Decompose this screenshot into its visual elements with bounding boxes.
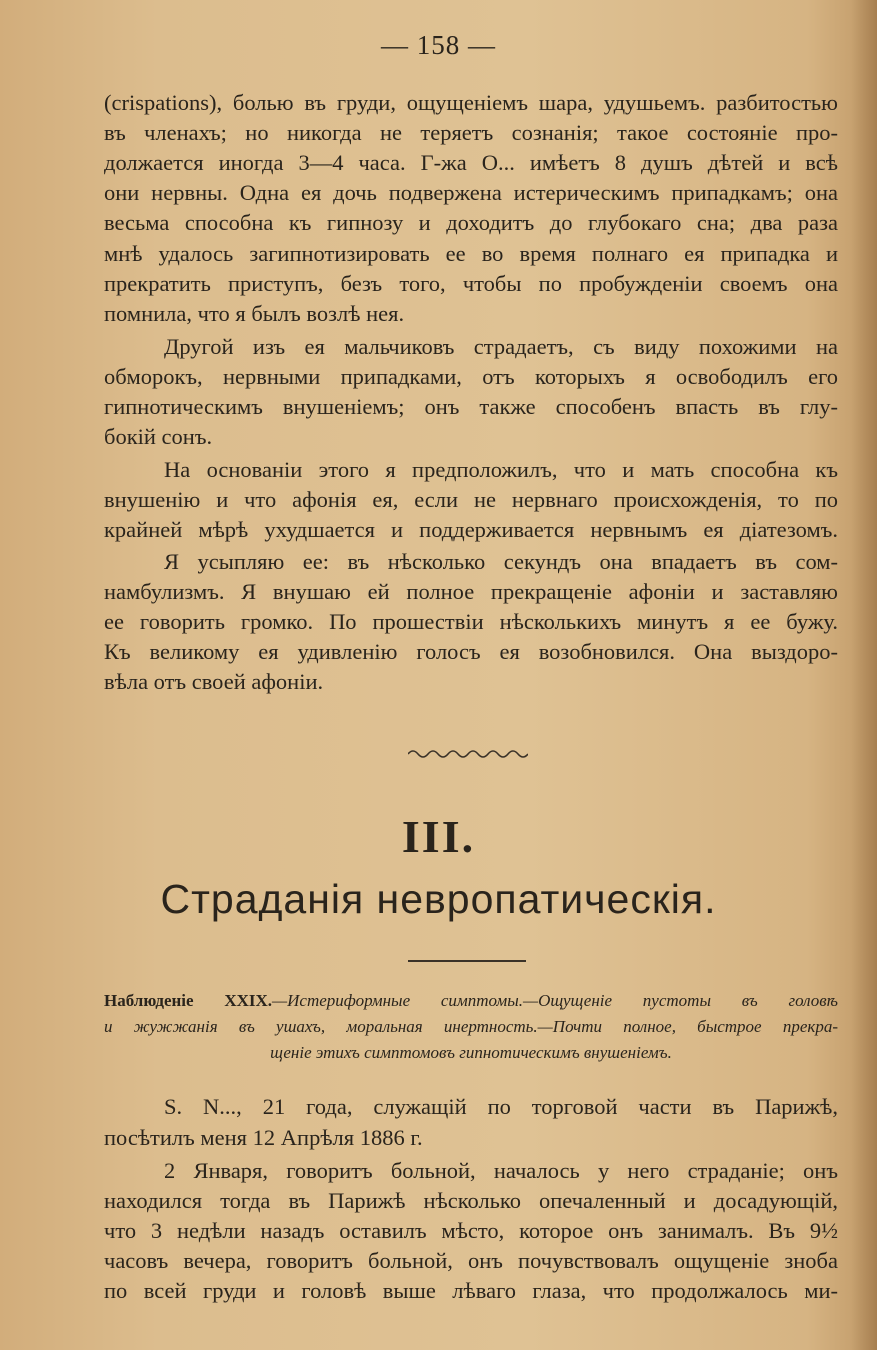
text-line: бокій сонъ. (104, 424, 213, 449)
text-line: по всей груди и головѣ выше лѣваго глаза, что продолжалось ми- (104, 1278, 838, 1303)
text-line: должается иногда 3—4 часа. Г-жа О... имѣетъ 8 душъ дѣтей и всѣ (104, 150, 838, 175)
text-line: Другой изъ ея мальчиковъ страдаетъ, съ виду похожими на (164, 334, 838, 359)
text-line: Къ великому ея удивленію голосъ ея возобновился. Она выздоро- (104, 639, 838, 664)
text-line: гипнотическимъ внушеніемъ; онъ также способенъ впасть въ глу- (104, 394, 838, 419)
observation-summary: —Истериформные симптомы.—Ощущеніе пустоты въ головѣ (272, 991, 838, 1010)
text-line: мнѣ удалось загипнотизировать ее во время полнаго ея припадка и (104, 241, 838, 266)
text-line: 2 Января, говоритъ больной, началось у него страданіе; онъ (164, 1158, 838, 1183)
chapter-title: Страданія невропатическія. (160, 876, 717, 922)
text-line: находился тогда въ Парижѣ нѣсколько опечаленный и досадующій, (104, 1188, 838, 1213)
text-line: весьма способна къ гипнозу и доходитъ до глубокаго сна; два раза (104, 210, 838, 235)
text-line: обморокъ, нервными припадками, отъ которыхъ я освободилъ его (104, 364, 838, 389)
text-line: часовъ вечера, говоритъ больной, онъ почувствовалъ ощущеніе зноба (104, 1248, 838, 1273)
text-line: посѣтилъ меня 12 Апрѣля 1886 г. (104, 1125, 423, 1150)
text-line: что 3 недѣли назадъ оставилъ мѣсто, которое онъ занималъ. Въ 9½ (104, 1218, 838, 1243)
text-line: въ членахъ; но никогда не теряетъ сознанія; такое состояніе про- (104, 120, 838, 145)
text-line: ее говорить громко. По прошествіи нѣсколькихъ минутъ я ее бужу. (104, 609, 838, 634)
text-line: внушенію и что афонія ея, если не нервнаго происхожденія, то по (104, 487, 838, 512)
observation-heading-line: и жужжанія въ ушахъ, моральная инертность.—Почти полное, быстрое прекра- (104, 1017, 838, 1036)
observation-heading-line (104, 988, 838, 1014)
text-line: намбулизмъ. Я внушаю ей полное прекращеніе афоніи и заставляю (104, 579, 838, 604)
divider (408, 960, 526, 962)
observation-heading-line: щеніе этихъ симптомовъ гипнотическимъ внушеніемъ. (270, 1043, 672, 1062)
text-line: На основаніи этого я предположилъ, что и мать способна къ (164, 457, 838, 482)
chapter-number: III. (401, 811, 476, 862)
text-line: помнила, что я былъ возлѣ нея. (104, 301, 405, 326)
wavy-ornament (408, 748, 528, 760)
text-line: прекратить приступъ, безъ того, чтобы по пробужденіи своемъ она (104, 271, 838, 296)
text-line: вѣла отъ своей афоніи. (104, 669, 324, 694)
text-line: S. N..., 21 года, служащій по торговой части въ Парижѣ, (164, 1094, 838, 1119)
observation-label: Наблюденіе XXIX. (104, 991, 273, 1010)
text-line: (crispations), болью въ груди, ощущеніемъ шара, удушьемъ. разбитостью (104, 90, 838, 115)
text-line: они нервны. Одна ея дочь подвержена истерическимъ припадкамъ; она (104, 180, 838, 205)
text-line: Я усыпляю ее: въ нѣсколько секундъ она впадаетъ въ сом- (164, 549, 838, 574)
page-number: — 158 — (381, 30, 496, 60)
text-line: крайней мѣрѣ ухудшается и поддерживается нервнымъ ея діатезомъ. (104, 517, 838, 542)
page-edge-shadow (851, 0, 877, 1350)
